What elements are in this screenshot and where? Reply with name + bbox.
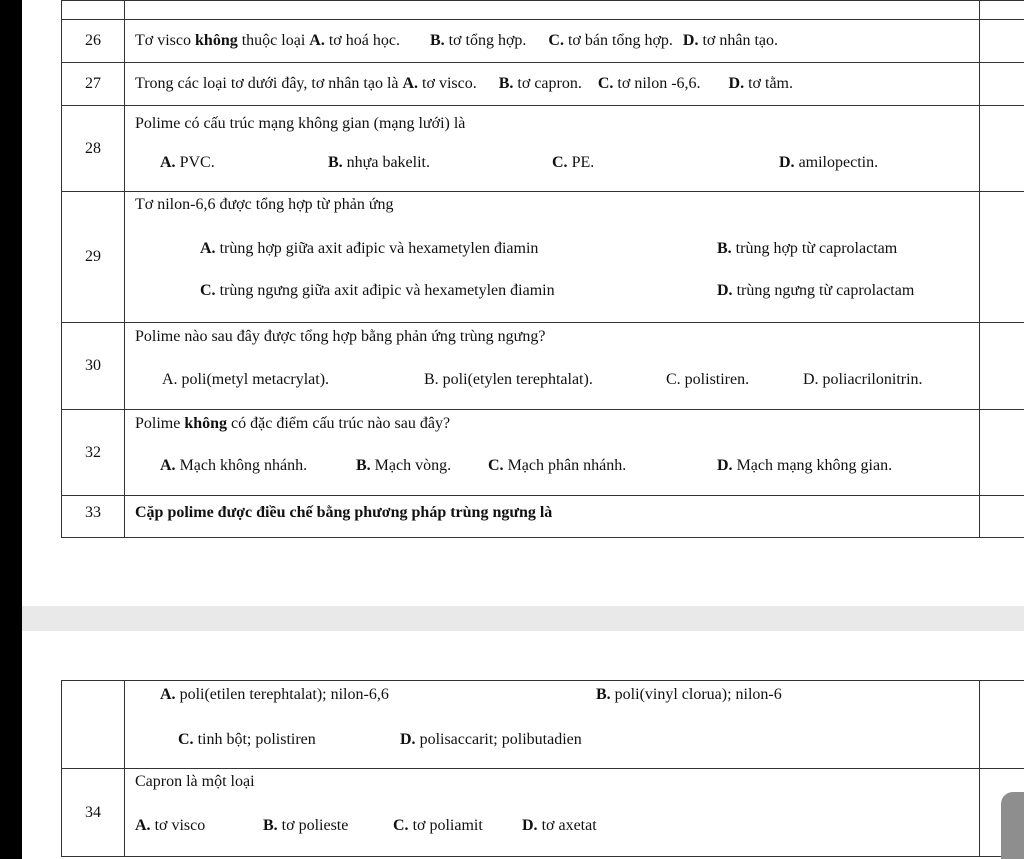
scrollbar-thumb[interactable] [1001,792,1024,859]
answer-cell [980,496,1024,538]
question-33-options: A. poli(etilen terephtalat); nilon-6,6 B. poli(vinyl clorua); nilon-6 C. tinh bột; polistiren D. polisaccarit; polibutadien [125,681,980,769]
question-28: Polime có cấu trúc mạng không gian (mạng lưới) là A. PVC. B. nhựa bakelit. C. PE. D. amilopectin. [125,106,980,192]
question-29: Tơ nilon-6,6 được tổng hợp từ phản ứng A. trùng hợp giữa axit ađipic và hexametylen điamin B. trùng hợp từ caprolactam C. trùng ngưng giữa axit ađipic và hexametylen điamin D. trùng ngưng từ caprolactam [125,192,980,323]
table-row-top-stub [62,1,1024,20]
table-row-q34 [62,769,1024,857]
questions-table-bottom [61,680,1024,857]
question-number: 29 [62,192,125,323]
table-row-q29 [62,192,1024,323]
answer-cell [980,323,1024,410]
question-32: Polime không có đặc điểm cấu trúc nào sau đây? A. Mạch không nhánh. B. Mạch vòng. C. Mạch phân nhánh. D. Mạch mạng không gian. [125,410,980,496]
answer-cell [980,63,1024,106]
question-number: 30 [62,323,125,410]
question-number: 28 [62,106,125,192]
question-34: Capron là một loại A. tơ visco B. tơ polieste C. tơ poliamit D. tơ axetat [125,769,980,857]
question-number: 26 [62,20,125,63]
table-row-q32 [62,410,1024,496]
answer-cell [980,192,1024,323]
table-row-q27 [62,63,1024,106]
questions-table-top [61,0,1024,538]
answer-cell [980,20,1024,63]
page-gap [22,606,1024,631]
table-row-q26 [62,20,1024,63]
table-row-q30 [62,323,1024,410]
answer-cell [980,106,1024,192]
question-30: Polime nào sau đây được tổng hợp bằng phản ứng trùng ngưng? A. poli(metyl metacrylat). B. poli(etylen terephtalat). C. polistiren. D. poliacrilonitrin. [125,323,980,410]
question-number: 34 [62,769,125,857]
table-row-q33 [62,496,1024,538]
question-27: Trong các loại tơ dưới đây, tơ nhân tạo là A. tơ visco. B. tơ capron. C. tơ nilon -6,6. D. tơ tằm. [125,63,980,106]
question-33: Cặp polime được điều chế bằng phương pháp trùng ngưng là [125,496,980,538]
question-number: 27 [62,63,125,106]
answer-cell [980,681,1024,769]
question-26: Tơ visco không thuộc loại A. tơ hoá học. B. tơ tổng hợp. C. tơ bán tổng hợp. D. tơ nhân tạo. [125,20,980,63]
answer-cell [980,410,1024,496]
question-number: 33 [62,496,125,538]
table-row-q28 [62,106,1024,192]
question-number: 32 [62,410,125,496]
table-row-q33-options [62,681,1024,769]
